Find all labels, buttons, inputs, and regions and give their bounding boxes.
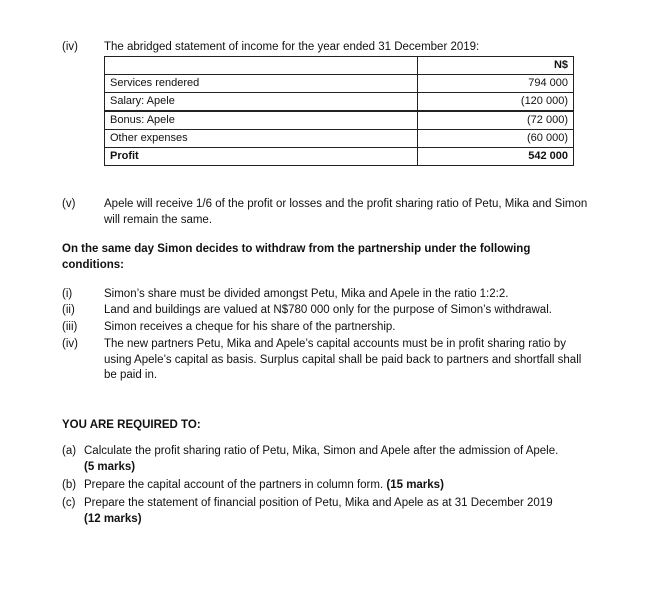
item-number: (v): [62, 198, 76, 210]
list-item-number: (ii): [62, 304, 75, 316]
table-cell: [105, 57, 418, 75]
row-label: Profit: [105, 147, 418, 165]
row-label: Other expenses: [105, 129, 418, 147]
table-row: [105, 74, 574, 92]
statement-title: The abridged statement of income for the year ended 31 December 2019:: [104, 41, 480, 53]
list-item: [84, 496, 594, 527]
table-row: [105, 111, 574, 130]
list-item: [84, 478, 594, 494]
table-row: [105, 92, 574, 111]
row-label: Services rendered: [105, 74, 418, 92]
item-number: (iv): [62, 41, 78, 53]
row-label: Salary: Apele: [105, 92, 418, 111]
row-amount: 794 000: [418, 74, 574, 92]
list-item-number: (c): [62, 497, 76, 509]
list-item: Land and buildings are valued at N$780 000 only for the purpose of Simon’s withdrawal.: [104, 304, 552, 316]
row-amount: (60 000): [418, 129, 574, 147]
requirement-text: Calculate the profit sharing ratio of Petu, Mika, Simon and Apele after the admission of Apele.: [84, 445, 559, 457]
list-item-number: (b): [62, 479, 77, 491]
currency-header: N$: [418, 57, 574, 75]
list-item-number: (iv): [62, 338, 78, 350]
marks-label: (5 marks): [84, 460, 136, 473]
withdrawal-heading: On the same day Simon decides to withdraw from the partnership under the following conditions:: [62, 243, 531, 271]
list-item: Simon’s share must be divided amongst Petu, Mika and Apele in the ratio 1:2:2.: [104, 288, 509, 300]
list-item: The new partners Petu, Mika and Apele’s capital accounts must be in profit sharing ratio by using Apele’s capital as basis. Surplus capital shall be paid back to partners and shortfall shall be paid in.: [104, 338, 582, 382]
list-item-number: (a): [62, 445, 77, 457]
item-text: Apele will receive 1/6 of the profit or losses and the profit sharing ratio of Petu, Mika and Simon will remain the same.: [104, 198, 588, 226]
marks-label: (12 marks): [84, 512, 142, 525]
row-amount: (72 000): [418, 111, 574, 130]
table-row: [105, 129, 574, 147]
list-item-number: (i): [62, 288, 73, 300]
requirement-text: Prepare the statement of financial position of Petu, Mika and Apele as at 31 December 2019: [84, 497, 553, 509]
table-header-row: [105, 57, 574, 75]
list-item-number: (iii): [62, 321, 78, 333]
row-label: Bonus: Apele: [105, 111, 418, 130]
marks-label: (15 marks): [386, 479, 444, 491]
list-item: [84, 444, 594, 475]
required-heading: YOU ARE REQUIRED TO:: [62, 419, 201, 431]
requirement-text: Prepare the capital account of the partners in column form.: [84, 479, 384, 491]
list-item: Simon receives a cheque for his share of the partnership.: [104, 321, 396, 333]
table-total-row: [105, 147, 574, 165]
row-amount: (120 000): [418, 92, 574, 111]
income-statement-table: [104, 56, 574, 166]
row-amount: 542 000: [418, 147, 574, 165]
